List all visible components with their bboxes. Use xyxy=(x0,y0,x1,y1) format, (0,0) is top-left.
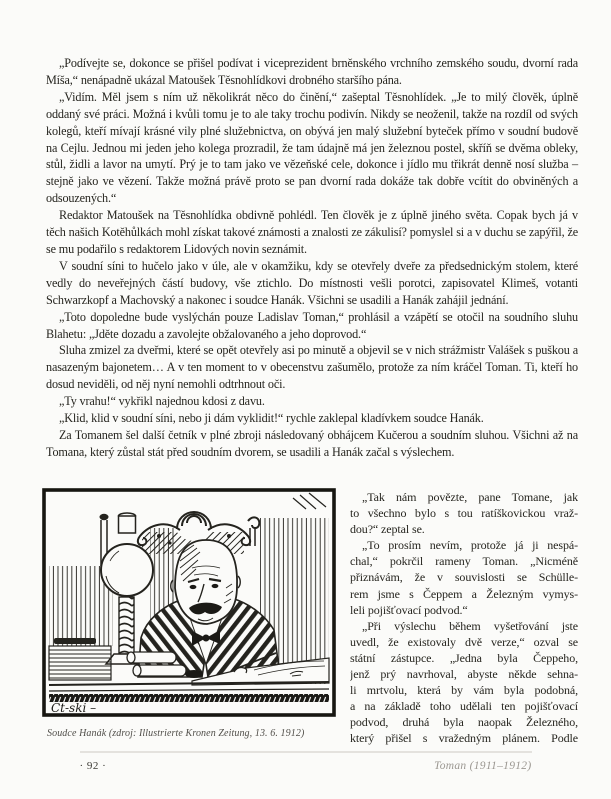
column-line: jenž prý navrhoval, abyste někde sehna- xyxy=(350,667,578,682)
footer-rule xyxy=(80,751,532,753)
column-line: rem jsme s Čeppem a Železným vymys- xyxy=(350,586,578,601)
column-line: přiznávám, že v souvislosti se Schülle- xyxy=(350,570,578,585)
column-line: „To prosím nevím, protože já ji nespá- xyxy=(362,538,578,553)
column-line: to všechno bylo s tou ratíškovickou vraž- xyxy=(350,506,578,521)
paragraph: „Toto dopoledne bude vyslýchán pouze Ladislav Toman,“ prohlásil a vzápětí se otočil na soudního sluhu Blahetu: „Jděte dozadu a zavolejte obžalovaného a jeho doprovod.“ xyxy=(46,309,578,341)
column-line: podvod, druhá byla naopak Železného, xyxy=(350,715,578,730)
column-line: uvedl, že existovaly dvě verze,“ ozval se xyxy=(350,634,578,649)
hanak-woodcut-illustration xyxy=(42,488,336,717)
column-line: dou?“ zeptal se. xyxy=(350,522,425,537)
column-line: státní zástupce. „Jedna byla Čeppeho, xyxy=(350,650,578,665)
column-line: leli pojišťovací podvod.“ xyxy=(350,602,468,617)
paragraph: „Podívejte se, dokonce se přišel podívat i viceprezident brněnského vrchního zemského soudu, dvorní rada Míša,“ nenápadně ukázal Matoušek Těsnohlídkovi drobného staršího pána. xyxy=(46,56,578,87)
left-eye xyxy=(190,585,197,589)
bottom-section xyxy=(42,488,578,747)
right-eye xyxy=(212,584,219,588)
column-line: „Při výslechu během vyšetřování jste xyxy=(362,618,578,633)
paragraph: Za Tomanem šel další četník v plné zbroji následovaný obhájcem Kučerou a soudním sluhou. Všichni až na Tomana, který zůstal stát před soudním dvorem, se usadili a Hanák začal s výslechem. xyxy=(46,427,578,459)
text-column xyxy=(350,488,578,747)
main-text-block xyxy=(46,55,578,461)
inkwell xyxy=(185,670,203,678)
paragraph: „Klid, klid v soudní síni, nebo ji dám vyklidit!“ rychle zaklepal kladívkem soudce Hanák. xyxy=(59,411,484,426)
page-number: · 92 · xyxy=(79,760,107,772)
page-footer xyxy=(0,751,611,772)
column-line: „Tak nám povězte, pane Tomane, jak xyxy=(362,490,578,504)
column-line: chal,“ pokrčil rameny Toman. „Nicméně xyxy=(350,554,578,569)
paragraph: Redaktor Matoušek na Těsnohlídka obdivně pohlédl. Ten člověk je z úplně jiného světa. Copak bych já v těch našich Kotěhůlkách mohl získat takové známosti a znalosti ze zákulisí? pomyslel si a v duchu se zapýřil, že se mu podařilo s redaktorem Lidových novin seznámit. xyxy=(46,208,578,256)
paragraph: Sluha zmizel za dveřmi, které se opět otevřely asi po minutě a objevil se v nich strážmistr Valášek s puškou a nasazeným bajonetem… A v ten moment to v obecenstvu zašumělo, protože za ním kráčel Toman. Ti, kteří ho dosud neviděli, od něj nyní nemohli odtrhnout oči. xyxy=(46,343,578,392)
paragraph: V soudní síni to hučelo jako v úle, ale v okamžiku, kdy se otevřely dveře za předsednickým stolem, které vedly do neveřejných částí budovy, vše ztichlo. Do místnosti vešli porotci, zapisovatel Klimeš, votanti Schwarzkopf a Machovský a nakonec i soudce Hanák. Všichni se usadili a Hanák zahájil jednání. xyxy=(46,258,578,307)
running-title: Toman (1911–1912) xyxy=(434,760,532,772)
column-line: a na základě toho udělali ten pojišťovací xyxy=(350,699,578,714)
column-line: li mrtvolu, která by vám byla podobná, xyxy=(350,683,578,698)
paragraph: „Ty vrahu!“ vykřikl najednou kdosi z davu. xyxy=(59,394,265,409)
hanak-illustration-figure xyxy=(42,488,336,747)
column-line: který přišel s vražedným plánem. Podle xyxy=(350,731,578,746)
figure-caption: Soudce Hanák (zdroj: Illustrierte Kronen Zeitung, 13. 6. 1912) xyxy=(47,728,305,739)
paragraph: „Vidím. Měl jsem s ním už několikrát něco do činění,“ zašeptal Těsnohlídek. „Je to milý člověk, úplně oddaný své práci. Možná i kvůli tomu je to ale taky trochu podivín. Nikdy se neoženil, takže na rozdíl od svých kolegů, kteří mívají krásné vily plné služebnictva, on obývá jen malý služební byteček přímo v soudní budově na Cejlu. Jednou mi jeden jeho kolega prozradil, že tam údajně má jen železnou postel, skříň se dvěma obleky, stůl, židli a lavor na umytí. Prý je to tam jako ve vězeňské cele, dokonce i jídlo mu třikrát denně nosí služba – stejně jako ve vězení. Takže možná právě proto se pan dvorní rada dokáže tak dobře vcítit do obviněných a odsouzených.“ xyxy=(46,89,578,206)
artist-signature: Ct-ski – xyxy=(51,701,97,715)
